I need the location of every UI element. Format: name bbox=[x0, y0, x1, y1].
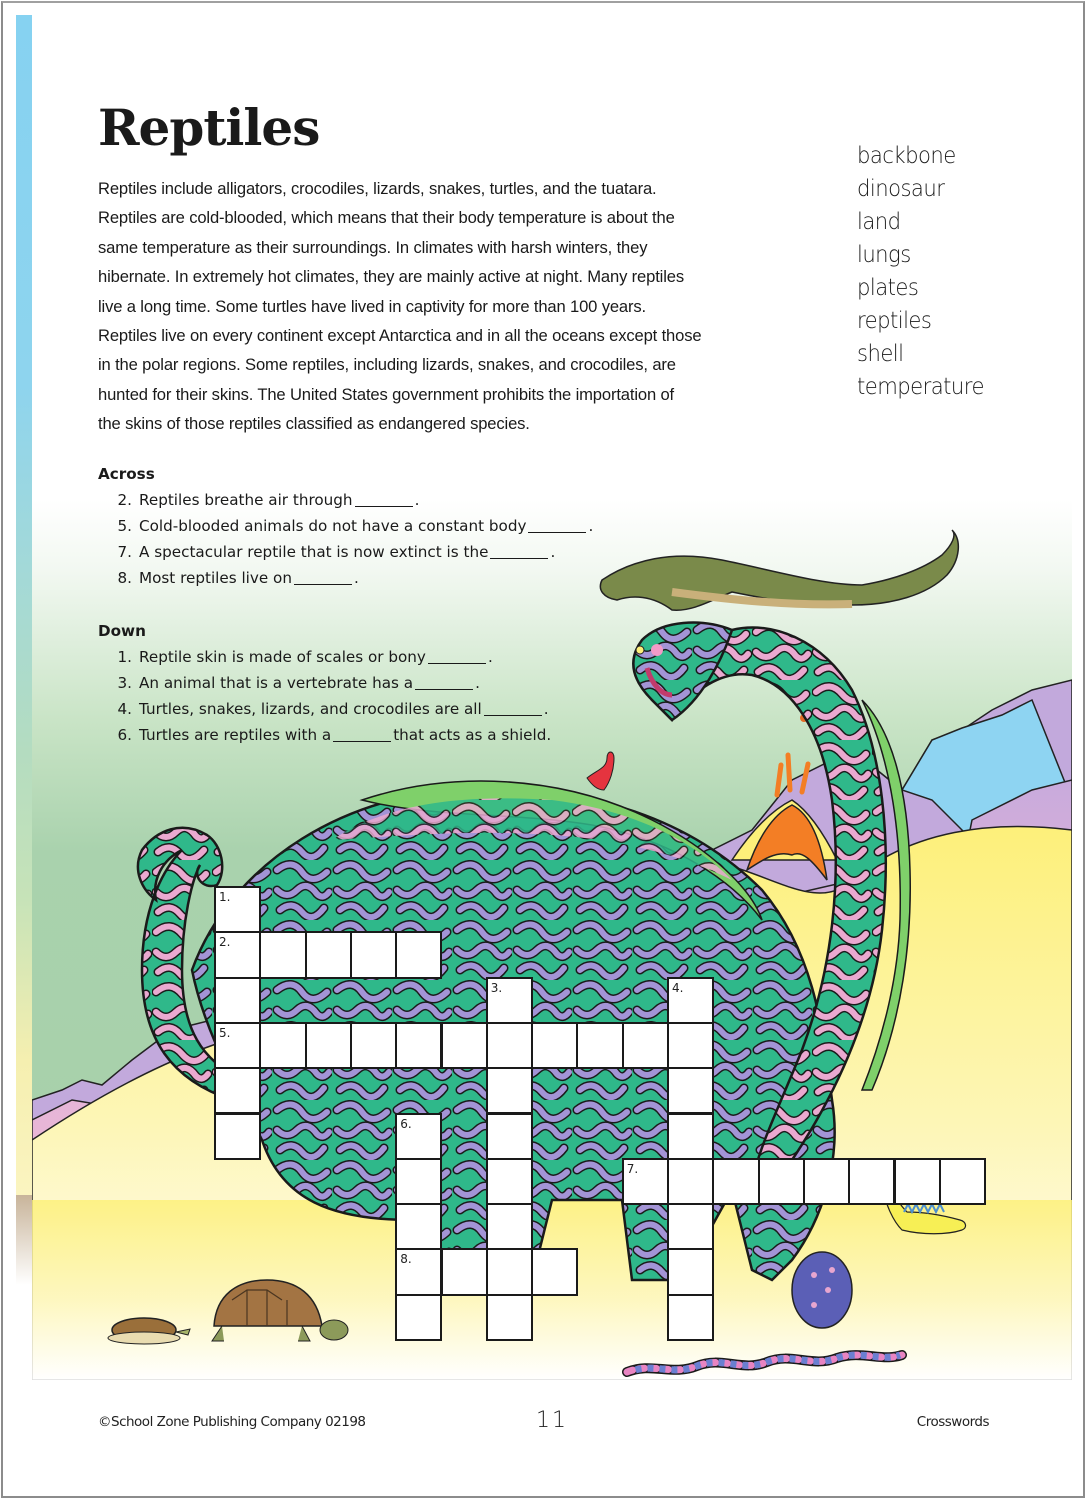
crossword-cell[interactable] bbox=[531, 1022, 578, 1069]
clue-across-5 bbox=[98, 513, 594, 539]
crossword-cell[interactable] bbox=[667, 1203, 714, 1250]
crossword-cell[interactable] bbox=[667, 1158, 714, 1205]
crossword-cell[interactable] bbox=[939, 1158, 986, 1205]
crossword-cell[interactable] bbox=[395, 1158, 442, 1205]
footer-copyright: ©School Zone Publishing Company 02198 bbox=[98, 1414, 366, 1430]
cell-number: 7. bbox=[626, 1161, 639, 1176]
clue-text-end: . bbox=[543, 700, 549, 718]
crossword-cell[interactable] bbox=[305, 1022, 352, 1069]
crossword-cell[interactable] bbox=[531, 1248, 578, 1295]
clue-text-end: . bbox=[475, 674, 480, 692]
intro-line: Reptiles include alligators, crocodiles, lizards, snakes, turtles, and the tuatara. bbox=[98, 179, 657, 198]
clue-number: 1. bbox=[117, 648, 132, 666]
across-heading: Across bbox=[98, 465, 155, 483]
crossword-cell[interactable] bbox=[395, 1113, 442, 1160]
intro-line: Reptiles live on every continent except Antarctica and in all the oceans except those bbox=[98, 326, 702, 346]
crossword-cell[interactable] bbox=[214, 977, 261, 1024]
clue-number: 3. bbox=[117, 674, 132, 692]
crossword-cell[interactable] bbox=[259, 1022, 306, 1069]
crossword-cell[interactable] bbox=[395, 1022, 442, 1069]
crossword-cell[interactable] bbox=[214, 1113, 261, 1160]
intro-line: in the polar regions. Some reptiles, including lizards, snakes, and crocodiles, are bbox=[98, 355, 676, 375]
crossword-cell[interactable] bbox=[667, 1022, 714, 1069]
word-bank-item: dinosaur bbox=[857, 176, 945, 202]
crossword-cell[interactable] bbox=[758, 1158, 805, 1205]
crossword-cell[interactable] bbox=[486, 1248, 533, 1295]
clue-text-end: . bbox=[353, 569, 359, 587]
intro-line: the skins of those reptiles classified as endangered species. bbox=[98, 414, 530, 434]
word-bank-item: land bbox=[857, 209, 901, 235]
crossword-cell[interactable] bbox=[486, 1203, 533, 1250]
cell-number: 1. bbox=[219, 890, 231, 904]
cell-number: 3. bbox=[490, 980, 503, 995]
crossword-cell[interactable] bbox=[214, 931, 261, 978]
clue-text: A spectacular reptile that is now extinct is the bbox=[139, 543, 489, 561]
clue-number: 4. bbox=[117, 700, 132, 718]
crossword-cell[interactable] bbox=[486, 1067, 533, 1114]
crossword-cell[interactable] bbox=[667, 1113, 714, 1160]
word-bank-item: shell bbox=[857, 341, 904, 367]
clue-text: An animal that is a vertebrate has a bbox=[139, 674, 414, 692]
crossword-cell[interactable] bbox=[667, 1294, 714, 1341]
clue-down-3 bbox=[98, 670, 480, 696]
answer-blank bbox=[528, 517, 586, 533]
intro-line: hibernate. In extremely hot climates, they are mainly active at night. Many reptiles bbox=[98, 267, 684, 287]
clue-number: 2. bbox=[117, 491, 132, 509]
clue-text: Reptiles breathe air through bbox=[139, 491, 353, 509]
clue-text-end: . bbox=[414, 491, 420, 509]
page-number: 11 bbox=[536, 1408, 568, 1433]
crossword-cell[interactable] bbox=[486, 1022, 533, 1069]
crossword-cell[interactable] bbox=[305, 931, 352, 978]
crossword-cell[interactable] bbox=[486, 1294, 533, 1341]
crossword-cell[interactable] bbox=[214, 1022, 261, 1069]
clue-text: Most reptiles live on bbox=[139, 569, 292, 587]
word-bank-item: lungs bbox=[857, 242, 911, 268]
clue-text: Reptile skin is made of scales or bony bbox=[139, 648, 426, 666]
word-bank-item: plates bbox=[857, 275, 919, 301]
clue-across-2 bbox=[98, 487, 420, 513]
crossword-cell[interactable] bbox=[712, 1158, 759, 1205]
answer-blank bbox=[415, 674, 473, 690]
clue-text-end: . bbox=[550, 543, 556, 561]
crossword-cell[interactable] bbox=[441, 1248, 488, 1295]
down-heading: Down bbox=[98, 622, 146, 640]
clue-down-4 bbox=[98, 696, 549, 722]
answer-blank bbox=[355, 491, 413, 507]
clue-text: Turtles are reptiles with a bbox=[139, 726, 332, 744]
side-ground-fade bbox=[16, 1195, 32, 1285]
crossword-cell[interactable] bbox=[894, 1158, 941, 1205]
clue-text-end: . bbox=[588, 517, 594, 535]
crossword-cell[interactable] bbox=[486, 1158, 533, 1205]
answer-blank bbox=[294, 569, 352, 585]
answer-blank bbox=[484, 700, 542, 716]
crossword-cell[interactable] bbox=[622, 1158, 669, 1205]
intro-paragraph bbox=[98, 174, 788, 439]
side-color-stripe bbox=[16, 15, 32, 1245]
word-bank-item: backbone bbox=[857, 143, 956, 169]
crossword-cell[interactable] bbox=[350, 1022, 397, 1069]
crossword-cell[interactable] bbox=[576, 1022, 623, 1069]
clue-down-6 bbox=[98, 722, 552, 748]
word-bank bbox=[857, 140, 995, 404]
crossword-cell[interactable] bbox=[350, 931, 397, 978]
cell-number: 5. bbox=[219, 1025, 231, 1040]
clue-number: 7. bbox=[117, 543, 132, 561]
clue-down-1 bbox=[98, 644, 493, 670]
cell-number: 4. bbox=[672, 980, 684, 995]
crossword-cell[interactable] bbox=[486, 1113, 533, 1160]
crossword-cell[interactable] bbox=[848, 1158, 895, 1205]
cell-number: 2. bbox=[219, 935, 231, 950]
intro-line: same temperature as their surroundings. In climates with harsh winters, they bbox=[98, 237, 648, 257]
word-bank-item: temperature bbox=[857, 374, 984, 400]
word-bank-item: reptiles bbox=[857, 308, 932, 334]
crossword-cell[interactable] bbox=[395, 931, 442, 978]
crossword-cell[interactable] bbox=[214, 1067, 261, 1114]
clue-number: 6. bbox=[117, 726, 132, 744]
crossword-cell[interactable] bbox=[622, 1022, 669, 1069]
crossword-cell[interactable] bbox=[667, 1248, 714, 1295]
cell-number: 6. bbox=[400, 1116, 412, 1131]
crossword-cell[interactable] bbox=[803, 1158, 850, 1205]
crossword-cell[interactable] bbox=[667, 977, 714, 1024]
crossword-cell[interactable] bbox=[486, 977, 533, 1024]
across-clues bbox=[98, 463, 594, 591]
intro-line: live a long time. Some turtles have lived in captivity for more than 100 years. bbox=[98, 296, 646, 316]
clue-number: 8. bbox=[117, 569, 132, 587]
clue-text: Turtles, snakes, lizards, and crocodiles are all bbox=[139, 700, 482, 718]
answer-blank bbox=[428, 648, 486, 664]
answer-blank bbox=[333, 726, 391, 742]
intro-line: Reptiles are cold-blooded, which means that their body temperature is about the bbox=[98, 208, 675, 228]
clue-text: Cold-blooded animals do not have a constant body bbox=[139, 517, 527, 535]
clue-number: 5. bbox=[117, 517, 132, 535]
clue-across-8 bbox=[98, 565, 359, 591]
crossword-cell[interactable] bbox=[395, 1203, 442, 1250]
footer-section: Crosswords bbox=[916, 1414, 989, 1430]
crossword-cell[interactable] bbox=[259, 931, 306, 978]
crossword-cell[interactable] bbox=[667, 1067, 714, 1114]
down-clues bbox=[98, 620, 552, 748]
crossword-cell[interactable] bbox=[395, 1294, 442, 1341]
crossword-cell[interactable] bbox=[441, 1022, 488, 1069]
clue-text-end: . bbox=[487, 648, 493, 666]
intro-line: hunted for their skins. The United States government prohibits the importation of bbox=[98, 384, 675, 404]
page-title: Reptiles bbox=[98, 98, 320, 157]
answer-blank bbox=[490, 543, 548, 559]
clue-across-7 bbox=[98, 539, 556, 565]
clue-text-end: that acts as a shield. bbox=[393, 726, 552, 744]
cell-number: 8. bbox=[400, 1252, 412, 1267]
crossword-cell[interactable] bbox=[214, 886, 261, 933]
crossword-cell[interactable] bbox=[395, 1248, 442, 1295]
